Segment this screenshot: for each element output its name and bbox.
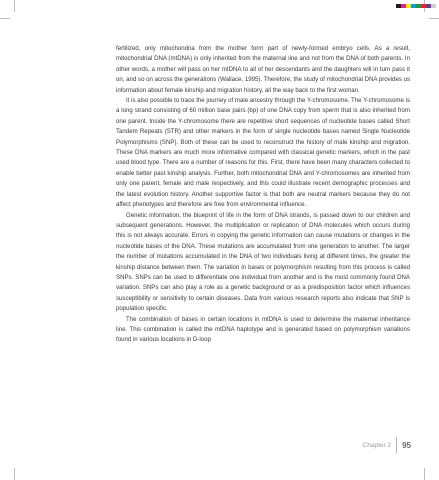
crop-mark-bottom-left <box>14 468 15 480</box>
paragraph: Genetic information, the blueprint of life in the form of DNA strands, is passed down to our children and subsequent generations. However, the multiplication or replication of DNA molecules which occurs during this is not always accurate. Errors in copying the genetic information can cause mutations or changes in the nucleotide bases of the DNA. These mutations are accumulated from one generation to another. The larger the number of mutations accumulated in the DNA of two individuals living at different times, the greater the kinship distance between them. The variation in bases or polymorphism resulting from this process is called SNPs. SNPs can be used to differentiate one individual from another and is the most commonly found DNA variation. SNPs can also play a role as a genetic background or as a predisposition factor which influences susceptibility or sensitivity to certain diseases. Data from various research reports also indicate that SNP is population specific. <box>116 211 410 313</box>
crop-mark-top-left <box>14 0 15 12</box>
color-registration-bar <box>396 4 436 8</box>
paragraph: It is also possible to trace the journey of male ancestry through the Y-chromosome. The Y-chromosome is a long strand consisting of 60 million base pairs (bp) of one DNA copy from sperm that is also inherited from one parent. Inside the Y-chromosome there are repetitive short sequences of nucleotide bases called Short Tandem Repeats (STR) and other markers in the form of single nucleotide bases named Single Nucleotide Polymorphisms (SNP). Both of these can be used to reconstruct the history of male kinship and migration. These DNA markers are much more informative compared with classical genetic markers, which in the past used blood type. There are a number of reasons for this. First, there have been many characters collected to enable better past kinship analysis. Further, both mitochondrial DNA and Y-chromosomes are inherited from only one parent, female and male respectively, and this could illustrate recent demographic processes and the latest evolution history. Another supportive factor is that both are neutral markers because they do not affect phenotypes and therefore are free from environmental influence. <box>116 97 410 209</box>
crop-mark-left-top <box>0 18 10 19</box>
chapter-label: Chapter 2 <box>362 441 392 449</box>
footer-divider <box>396 437 397 453</box>
body-text <box>116 44 410 346</box>
crop-mark-right-top <box>429 18 439 19</box>
page-number: 95 <box>402 440 411 450</box>
page-footer <box>363 437 411 453</box>
paragraph: The combination of bases in certain locations in mtDNA is used to determine the maternal inheritance line. This combination is called the mtDNA haplotype and is generated based on polymorphism variations found in various locations in D-loop <box>116 315 410 344</box>
color-swatch <box>431 4 436 8</box>
paragraph: fertilized, only mitochondria from the mother form part of newly-formed embryo cells. As a result, mitochondrial DNA (mtDNA) is only inherited from the maternal line and not from the DNA of both parents. In other words, a mother will pass on her mtDNA to all of her descendants and the daughters will in turn pass it on, and so on across the generations (Wallace, 1995). Therefore, the study of mitochondrial DNA provides us information about female kinship and migration history, all the way back to the first woman. <box>116 45 411 94</box>
crop-mark-bottom-right <box>424 468 425 480</box>
